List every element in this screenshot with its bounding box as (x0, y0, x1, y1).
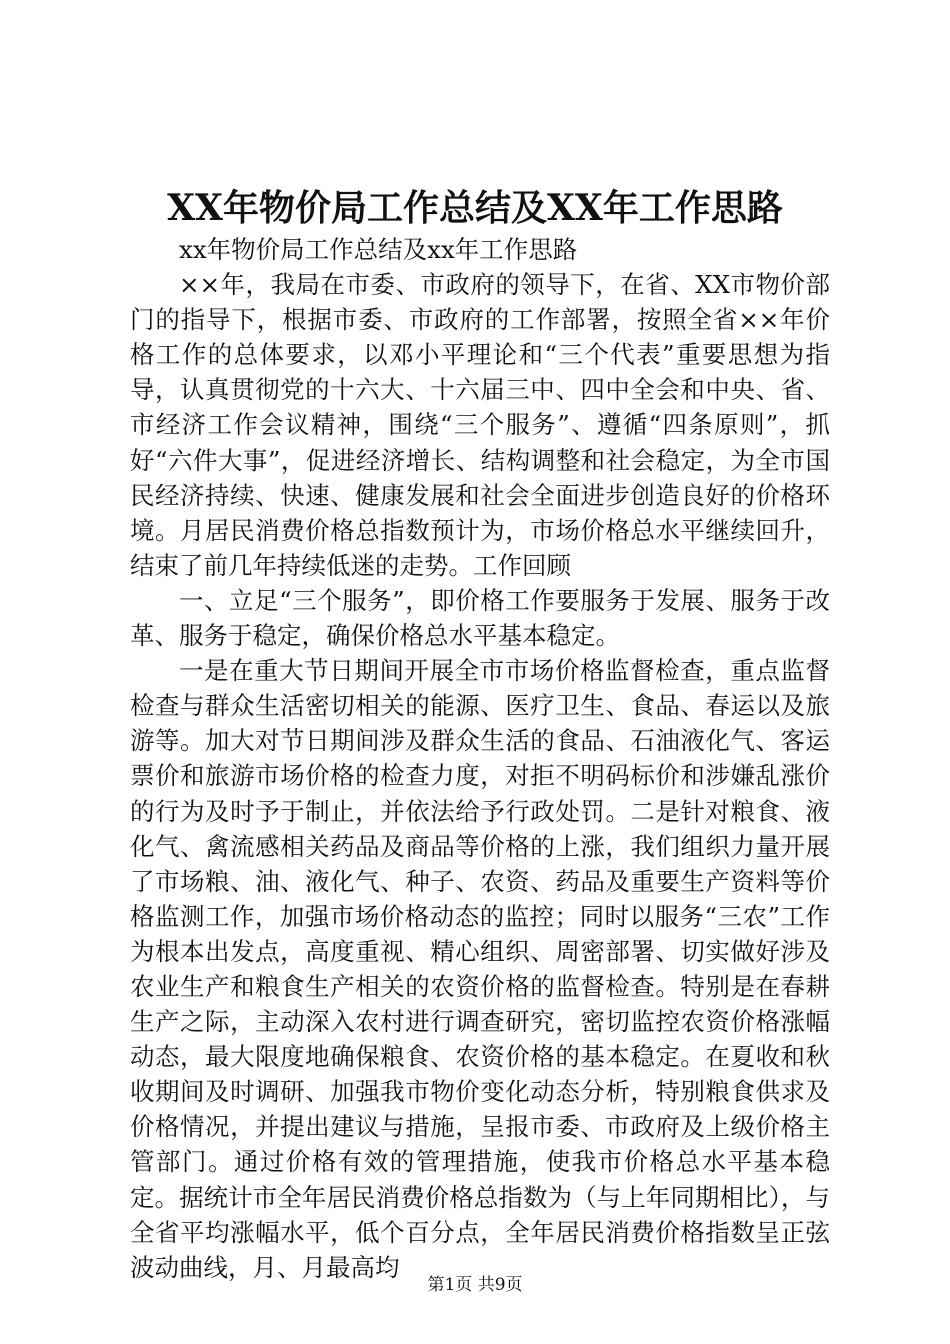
document-body (130, 232, 830, 1285)
body-paragraph: 一是在重大节日期间开展全市市场价格监督检查，重点监督检查与群众生活密切相关的能源、医疗卫生、食品、春运以及旅游等。加大对节日期间涉及群众生活的食品、石油液化气、客运票价和旅游市场价格的检查力度，对拒不明码标价和涉嫌乱涨价的行为及时予于制止，并依法给予行政处罚。二是针对粮食、液化气、禽流感相关药品及商品等价格的上涨，我们组织力量开展了市场粮、油、液化气、种子、农资、药品及重要生产资料等价格监测工作，加强市场价格动态的监控；同时以服务“三农”工作为根本出发点，高度重视、精心组织、周密部署、切实做好涉及农业生产和粮食生产相关的农资价格的监督检查。特别是在春耕生产之际，主动深入农村进行调查研究，密切监控农资价格涨幅动态，最大限度地确保粮食、农资价格的基本稳定。在夏收和秋收期间及时调研、加强我市物价变化动态分析，特别粮食供求及价格情况，并提出建议与措施，呈报市委、市政府及上级价格主管部门。通过价格有效的管理措施，使我市价格总水平基本稳定。据统计市全年居民消费价格总指数为（与上年同期相比），与全省平均涨幅水平，低个百分点，全年居民消费价格指数呈正弦波动曲线，月、月最高均 (130, 656, 830, 1282)
body-paragraph: xx年物价局工作总结及xx年工作思路 (179, 235, 578, 264)
document-title: XX年物价局工作总结及XX年工作思路 (167, 187, 783, 229)
body-paragraph: 一、立足“三个服务”，即价格工作要服务于发展、服务于改革、服务于稳定，确保价格总水平基本稳定。 (130, 585, 830, 651)
body-paragraph: ××年，我局在市委、市政府的领导下，在省、XX市物价部门的指导下，根据市委、市政府的工作部署，按照全省××年价格工作的总体要求，以邓小平理论和“三个代表”重要思想为指导，认真贯彻党的十六大、十六届三中、四中全会和中央、省、市经济工作会议精神，围绕“三个服务”、遵循“四条原则”，抓好“六件大事”，促进经济增长、结构调整和社会稳定，为全市国民经济持续、快速、健康发展和社会全面进步创造良好的价格环境。月居民消费价格总指数预计为，市场价格总水平继续回升，结束了前几年持续低迷的走势。工作回顾 (130, 270, 830, 580)
page-number-footer: 第1页 共9页 (427, 1275, 523, 1295)
